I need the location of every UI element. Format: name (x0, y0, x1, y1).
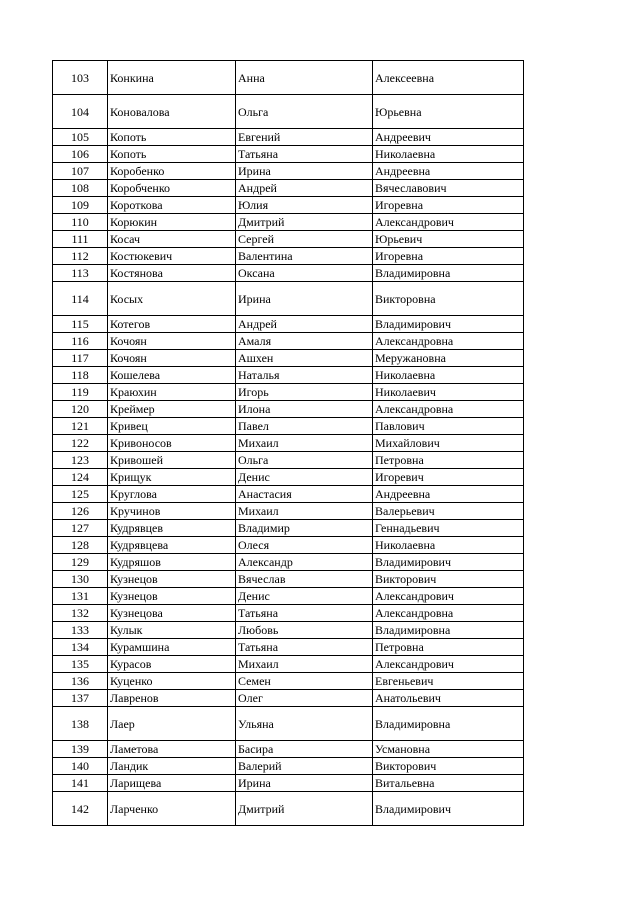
table-row (53, 571, 524, 588)
row-number: 124 (53, 469, 108, 486)
surname-cell: Кузнецов (108, 588, 236, 605)
first-name-cell: Татьяна (236, 639, 373, 656)
patronymic-cell: Николаевна (373, 537, 524, 554)
patronymic-cell: Игоревич (373, 469, 524, 486)
table-row (53, 588, 524, 605)
row-number: 136 (53, 673, 108, 690)
patronymic-cell: Юрьевич (373, 231, 524, 248)
row-number: 111 (53, 231, 108, 248)
table-row (53, 248, 524, 265)
table-row (53, 146, 524, 163)
surname-cell: Круглова (108, 486, 236, 503)
row-number: 119 (53, 384, 108, 401)
first-name-cell: Илона (236, 401, 373, 418)
surname-cell: Ландик (108, 758, 236, 775)
table-row (53, 384, 524, 401)
row-number: 113 (53, 265, 108, 282)
row-number: 116 (53, 333, 108, 350)
surname-cell: Курамшина (108, 639, 236, 656)
first-name-cell: Евгений (236, 129, 373, 146)
row-number: 138 (53, 707, 108, 741)
first-name-cell: Вячеслав (236, 571, 373, 588)
table-row (53, 469, 524, 486)
first-name-cell: Амаля (236, 333, 373, 350)
row-number: 106 (53, 146, 108, 163)
surname-cell: Кочоян (108, 333, 236, 350)
first-name-cell: Олеся (236, 537, 373, 554)
row-number: 127 (53, 520, 108, 537)
first-name-cell: Денис (236, 588, 373, 605)
surname-cell: Кочоян (108, 350, 236, 367)
table-row (53, 231, 524, 248)
surname-cell: Кудряшов (108, 554, 236, 571)
row-number: 109 (53, 197, 108, 214)
table-row (53, 537, 524, 554)
table-row (53, 214, 524, 231)
patronymic-cell: Александрович (373, 588, 524, 605)
table-row (53, 418, 524, 435)
patronymic-cell: Алексеевна (373, 61, 524, 95)
row-number: 134 (53, 639, 108, 656)
patronymic-cell: Петровна (373, 639, 524, 656)
patronymic-cell: Михайлович (373, 435, 524, 452)
table-row (53, 333, 524, 350)
table-row (53, 622, 524, 639)
row-number: 115 (53, 316, 108, 333)
first-name-cell: Юлия (236, 197, 373, 214)
surname-cell: Ларченко (108, 792, 236, 826)
first-name-cell: Татьяна (236, 146, 373, 163)
surname-cell: Крищук (108, 469, 236, 486)
surname-cell: Косач (108, 231, 236, 248)
patronymic-cell: Владимирович (373, 554, 524, 571)
table-row (53, 605, 524, 622)
row-number: 128 (53, 537, 108, 554)
surname-cell: Ламетова (108, 741, 236, 758)
row-number: 110 (53, 214, 108, 231)
row-number: 142 (53, 792, 108, 826)
surname-cell: Кудрявцева (108, 537, 236, 554)
first-name-cell: Анна (236, 61, 373, 95)
surname-cell: Корюкин (108, 214, 236, 231)
patronymic-cell: Николаевич (373, 384, 524, 401)
patronymic-cell: Александровна (373, 333, 524, 350)
first-name-cell: Павел (236, 418, 373, 435)
first-name-cell: Владимир (236, 520, 373, 537)
surname-cell: Кривец (108, 418, 236, 435)
row-number: 121 (53, 418, 108, 435)
surname-cell: Конкина (108, 61, 236, 95)
first-name-cell: Семен (236, 673, 373, 690)
table-row (53, 452, 524, 469)
table-row (53, 741, 524, 758)
table-row (53, 639, 524, 656)
first-name-cell: Сергей (236, 231, 373, 248)
roster-body (53, 61, 524, 826)
first-name-cell: Ирина (236, 775, 373, 792)
patronymic-cell: Меружановна (373, 350, 524, 367)
patronymic-cell: Игоревна (373, 197, 524, 214)
surname-cell: Кулык (108, 622, 236, 639)
first-name-cell: Игорь (236, 384, 373, 401)
patronymic-cell: Витальевна (373, 775, 524, 792)
table-row (53, 775, 524, 792)
first-name-cell: Оксана (236, 265, 373, 282)
table-row (53, 520, 524, 537)
row-number: 130 (53, 571, 108, 588)
first-name-cell: Ульяна (236, 707, 373, 741)
patronymic-cell: Александрович (373, 214, 524, 231)
surname-cell: Короткова (108, 197, 236, 214)
row-number: 129 (53, 554, 108, 571)
first-name-cell: Ирина (236, 163, 373, 180)
patronymic-cell: Николаевна (373, 367, 524, 384)
first-name-cell: Денис (236, 469, 373, 486)
patronymic-cell: Владимировна (373, 265, 524, 282)
surname-cell: Костюкевич (108, 248, 236, 265)
surname-cell: Кривоносов (108, 435, 236, 452)
patronymic-cell: Геннадьевич (373, 520, 524, 537)
patronymic-cell: Андреевна (373, 163, 524, 180)
surname-cell: Лаер (108, 707, 236, 741)
surname-cell: Кручинов (108, 503, 236, 520)
row-number: 108 (53, 180, 108, 197)
surname-cell: Кошелева (108, 367, 236, 384)
surname-cell: Кузнецов (108, 571, 236, 588)
row-number: 140 (53, 758, 108, 775)
table-row (53, 316, 524, 333)
row-number: 114 (53, 282, 108, 316)
surname-cell: Коробченко (108, 180, 236, 197)
first-name-cell: Михаил (236, 656, 373, 673)
patronymic-cell: Викторович (373, 571, 524, 588)
table-row (53, 129, 524, 146)
surname-cell: Креймер (108, 401, 236, 418)
first-name-cell: Александр (236, 554, 373, 571)
row-number: 126 (53, 503, 108, 520)
table-row (53, 180, 524, 197)
row-number: 139 (53, 741, 108, 758)
first-name-cell: Ашхен (236, 350, 373, 367)
first-name-cell: Ольга (236, 452, 373, 469)
table-row (53, 163, 524, 180)
table-row (53, 265, 524, 282)
patronymic-cell: Анатольевич (373, 690, 524, 707)
table-row (53, 673, 524, 690)
first-name-cell: Андрей (236, 316, 373, 333)
surname-cell: Коробенко (108, 163, 236, 180)
patronymic-cell: Николаевна (373, 146, 524, 163)
table-row (53, 554, 524, 571)
surname-cell: Лавренов (108, 690, 236, 707)
first-name-cell: Татьяна (236, 605, 373, 622)
table-row (53, 282, 524, 316)
table-row (53, 95, 524, 129)
row-number: 122 (53, 435, 108, 452)
patronymic-cell: Викторовна (373, 282, 524, 316)
patronymic-cell: Павлович (373, 418, 524, 435)
row-number: 105 (53, 129, 108, 146)
first-name-cell: Анастасия (236, 486, 373, 503)
surname-cell: Кривошей (108, 452, 236, 469)
surname-cell: Коновалова (108, 95, 236, 129)
surname-cell: Копоть (108, 129, 236, 146)
first-name-cell: Валерий (236, 758, 373, 775)
surname-cell: Краюхин (108, 384, 236, 401)
row-number: 107 (53, 163, 108, 180)
row-number: 133 (53, 622, 108, 639)
table-row (53, 792, 524, 826)
surname-cell: Котегов (108, 316, 236, 333)
table-row (53, 486, 524, 503)
patronymic-cell: Евгеньевич (373, 673, 524, 690)
patronymic-cell: Владимировна (373, 707, 524, 741)
surname-cell: Копоть (108, 146, 236, 163)
table-row (53, 435, 524, 452)
surname-cell: Курасов (108, 656, 236, 673)
table-row (53, 503, 524, 520)
patronymic-cell: Игоревна (373, 248, 524, 265)
row-number: 125 (53, 486, 108, 503)
row-number: 132 (53, 605, 108, 622)
first-name-cell: Ирина (236, 282, 373, 316)
row-number: 117 (53, 350, 108, 367)
surname-cell: Косых (108, 282, 236, 316)
table-row (53, 401, 524, 418)
table-row (53, 61, 524, 95)
row-number: 131 (53, 588, 108, 605)
table-row (53, 758, 524, 775)
surname-cell: Костянова (108, 265, 236, 282)
surname-cell: Кудрявцев (108, 520, 236, 537)
patronymic-cell: Александрович (373, 656, 524, 673)
first-name-cell: Ольга (236, 95, 373, 129)
row-number: 118 (53, 367, 108, 384)
row-number: 137 (53, 690, 108, 707)
first-name-cell: Басира (236, 741, 373, 758)
patronymic-cell: Валерьевич (373, 503, 524, 520)
table-row (53, 350, 524, 367)
table-row (53, 656, 524, 673)
patronymic-cell: Вячеславович (373, 180, 524, 197)
patronymic-cell: Владимировна (373, 622, 524, 639)
table-row (53, 367, 524, 384)
patronymic-cell: Викторович (373, 758, 524, 775)
row-number: 103 (53, 61, 108, 95)
first-name-cell: Михаил (236, 435, 373, 452)
first-name-cell: Дмитрий (236, 792, 373, 826)
table-row (53, 707, 524, 741)
surname-cell: Ларищева (108, 775, 236, 792)
first-name-cell: Валентина (236, 248, 373, 265)
surname-cell: Куценко (108, 673, 236, 690)
row-number: 141 (53, 775, 108, 792)
patronymic-cell: Усмановна (373, 741, 524, 758)
row-number: 112 (53, 248, 108, 265)
table-row (53, 690, 524, 707)
first-name-cell: Олег (236, 690, 373, 707)
roster-table (52, 60, 524, 826)
patronymic-cell: Андреевич (373, 129, 524, 146)
patronymic-cell: Владимирович (373, 316, 524, 333)
first-name-cell: Наталья (236, 367, 373, 384)
patronymic-cell: Юрьевна (373, 95, 524, 129)
row-number: 135 (53, 656, 108, 673)
first-name-cell: Любовь (236, 622, 373, 639)
patronymic-cell: Андреевна (373, 486, 524, 503)
row-number: 120 (53, 401, 108, 418)
patronymic-cell: Александровна (373, 605, 524, 622)
first-name-cell: Дмитрий (236, 214, 373, 231)
table-row (53, 197, 524, 214)
first-name-cell: Андрей (236, 180, 373, 197)
first-name-cell: Михаил (236, 503, 373, 520)
surname-cell: Кузнецова (108, 605, 236, 622)
patronymic-cell: Александровна (373, 401, 524, 418)
row-number: 104 (53, 95, 108, 129)
patronymic-cell: Владимирович (373, 792, 524, 826)
patronymic-cell: Петровна (373, 452, 524, 469)
row-number: 123 (53, 452, 108, 469)
